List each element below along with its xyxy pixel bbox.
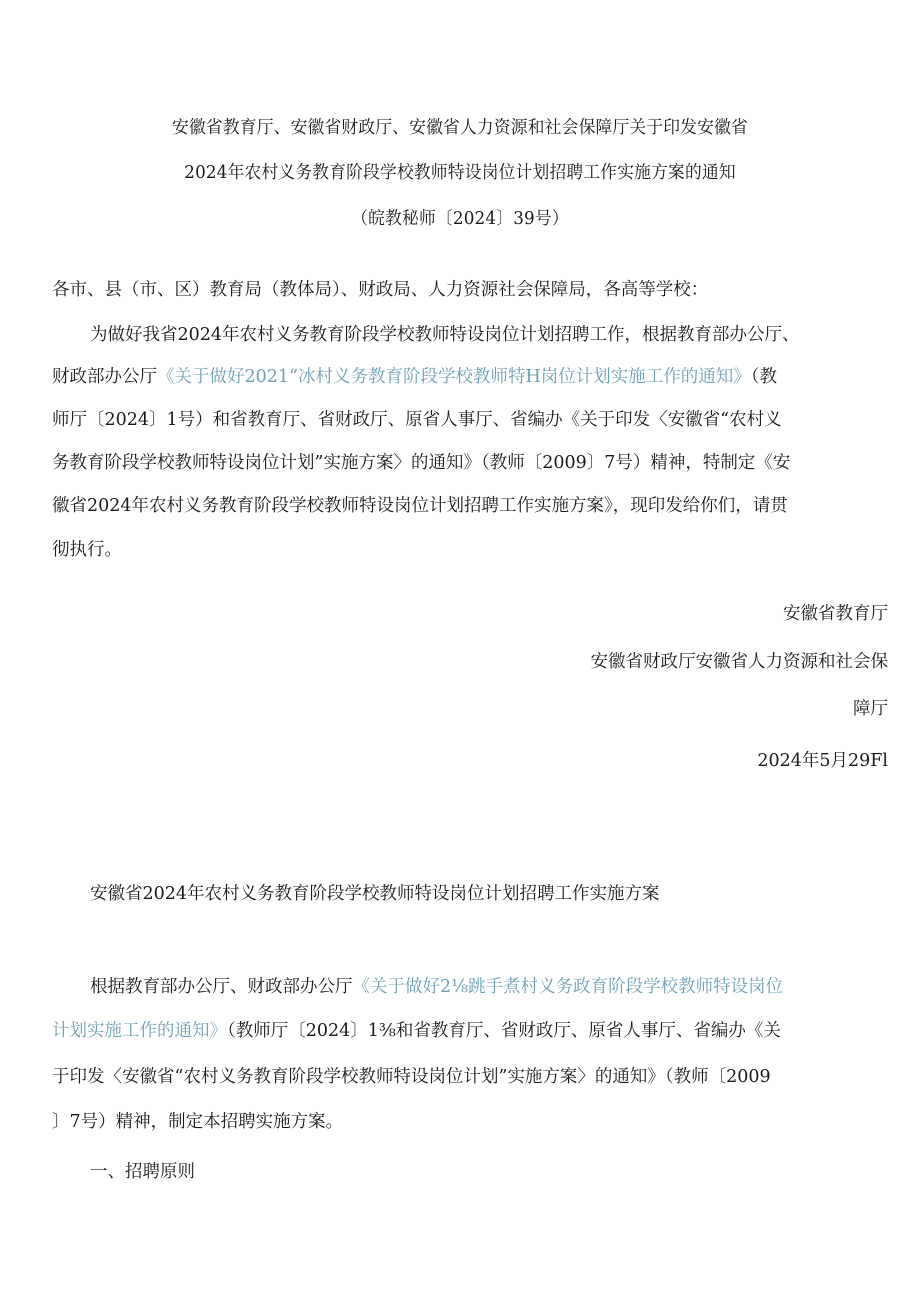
plan-title: 安徽省2024年农村义务教育阶段学校教师特设岗位计划招聘工作实施方案 xyxy=(90,884,660,904)
notice-body-line2-text: 财政部办公厅 xyxy=(52,367,157,387)
plan-body-line3: 于印发〈安徽省“农村义务教育阶段学校教师特设岗位计划”实施方案〉的通知》（教师〔2009 xyxy=(52,1067,771,1087)
plan-body-line2-text: （教师厅〔2024〕1⅜和省教育厅、省财政厅、原省人事厅、省编办《关 xyxy=(227,1021,781,1041)
notice-body-line6: 彻执行。 xyxy=(52,540,122,560)
signature-org2: 安徽省财政厅安徽省人力资源和社会保 xyxy=(590,652,888,672)
signature-org3: 障厅 xyxy=(853,699,888,719)
plan-body-line2 xyxy=(52,1019,781,1043)
plan-reference-link[interactable]: 《关于做好2⅛跳手煮村义务政育阶段学校教师特设岗位 xyxy=(352,977,784,997)
notice-title-line1: 安徽省教育厅、安徽省财政厅、安徽省人力资源和社会保障厅关于印发安徽省 xyxy=(172,118,748,138)
plan-body-line1-text: 根据教育部办公厅、财政部办公厅 xyxy=(90,977,353,997)
section-heading-recruitment-principles: 一、招聘原则 xyxy=(90,1162,195,1182)
salutation: 各市、县（市、区）教育局（教体局）、财政局、人力资源社会保障局，各高等学校： xyxy=(52,280,709,300)
notice-title-line2: 2024年农村义务教育阶段学校教师特设岗位计划招聘工作实施方案的通知 xyxy=(184,163,736,183)
plan-body-line4: 〕7号）精神，制定本招聘实施方案。 xyxy=(52,1112,344,1132)
notice-body-line4: 务教育阶段学校教师特设岗位计划”实施方案〉的通知》（教师〔2009〕7号）精神，特制定《安 xyxy=(52,453,791,473)
signature-org1: 安徽省教育厅 xyxy=(783,604,888,624)
plan-body-line1 xyxy=(90,975,783,999)
notice-doc-number: （皖教秘师〔2024〕39号） xyxy=(351,209,569,229)
notice-body-line2-tail: （教 xyxy=(750,367,777,387)
notice-body-line5: 徽省2024年农村义务教育阶段学校教师特设岗位计划招聘工作实施方案》，现印发给你们，请贯 xyxy=(52,496,788,516)
notice-body-line1: 为做好我省2024年农村义务教育阶段学校教师特设岗位计划招聘工作，根据教育部办公厅、 xyxy=(90,325,800,345)
notice-reference-link[interactable]: 《关于做好2021“冰村义务教育阶段学校教师特H岗位计划实施工作的通知》 xyxy=(157,367,751,387)
plan-reference-link-cont[interactable]: 计划实施工作的通知》 xyxy=(52,1021,227,1041)
signature-date: 2024年5月29Fl xyxy=(757,751,888,771)
notice-body-line3: 师厅〔2024〕1号）和省教育厅、省财政厅、原省人事厅、省编办《关于印发〈安徽省“农村义 xyxy=(52,410,782,430)
notice-body-line2 xyxy=(52,365,777,389)
